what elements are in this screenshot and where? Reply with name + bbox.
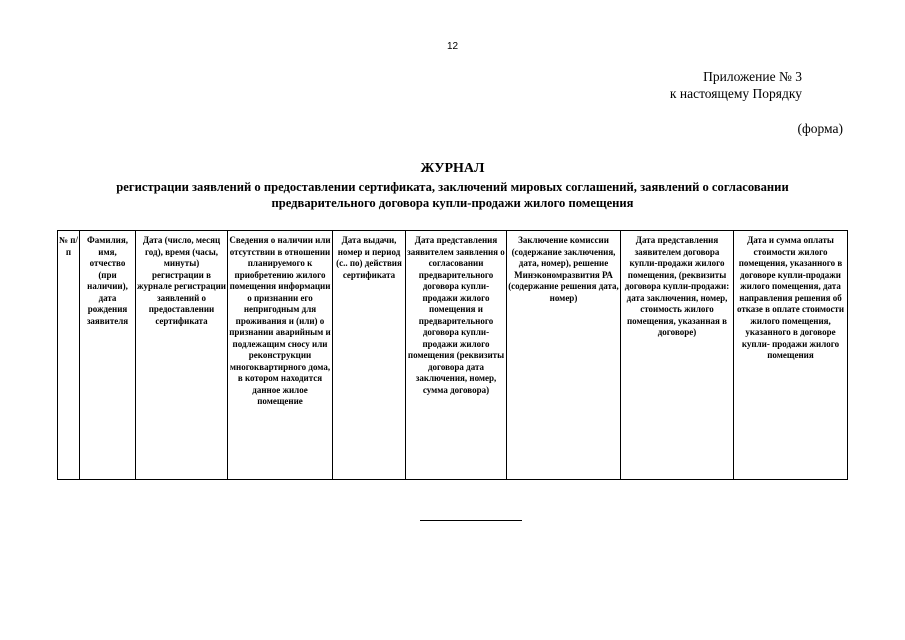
column-header-preliminary-contract: Дата представления заявителем заявления о согласовании предварительного договора купли-продажи жилого помещения и предварительного договора купли-продажи жилого помещения (реквизиты договора дата заключения, номер, сумма договора) <box>406 231 507 480</box>
column-header-number: № п/п <box>58 231 80 480</box>
form-label: (форма) <box>797 121 843 136</box>
page-number: 12 <box>446 41 459 52</box>
column-header-housing-info: Сведения о наличии или отсутствии в отношении планируемого к приобретению жилого помещения информации о признании его непригодным для проживания и (или) о признании аварийным и подлежащим сносу или реконструкции многоквартирного дома, в котором находится данное жилое помещение <box>228 231 333 480</box>
appendix-header <box>600 68 802 102</box>
column-header-payment: Дата и сумма оплаты стоимости жилого помещения, указанного в договоре купли-продажи жилого помещения, дата направления решения об отказе в оплате стоимости жилого помещения, указанного в договоре купли- продажи жилого помещения <box>734 231 848 480</box>
column-header-registration-date: Дата (число, месяц год), время (часы, минуты) регистрации в журнале регистрации заявлений о предоставлении сертификата <box>136 231 228 480</box>
column-header-commission-conclusion: Заключение комиссии (содержание заключения, дата, номер), решение Минэкономразвития РА (содержание решения дата, номер) <box>507 231 621 480</box>
column-header-sale-contract: Дата представления заявителем договора купли-продажи жилого помещения, (реквизиты договора купли-продажи: дата заключения, номер, стоимость жилого помещения, указанная в договоре) <box>621 231 734 480</box>
journal-table <box>57 230 848 480</box>
column-header-certificate: Дата выдачи, номер и период (с.. по) действия сертификата <box>333 231 406 480</box>
column-header-applicant: Фамилия, имя, отчество (при наличии), дата рождения заявителя <box>80 231 136 480</box>
appendix-line-2: к настоящему Порядку <box>669 86 802 101</box>
appendix-line-1: Приложение № 3 <box>703 69 802 84</box>
journal-subtitle: регистрации заявлений о предоставлении сертификата, заключений мировых соглашений, заявлений о согласовании предварительного договора купли-продажи жилого помещения <box>116 180 789 210</box>
bottom-divider <box>420 520 522 521</box>
table-header-row <box>58 231 848 480</box>
journal-title: ЖУРНАЛ <box>420 161 485 176</box>
